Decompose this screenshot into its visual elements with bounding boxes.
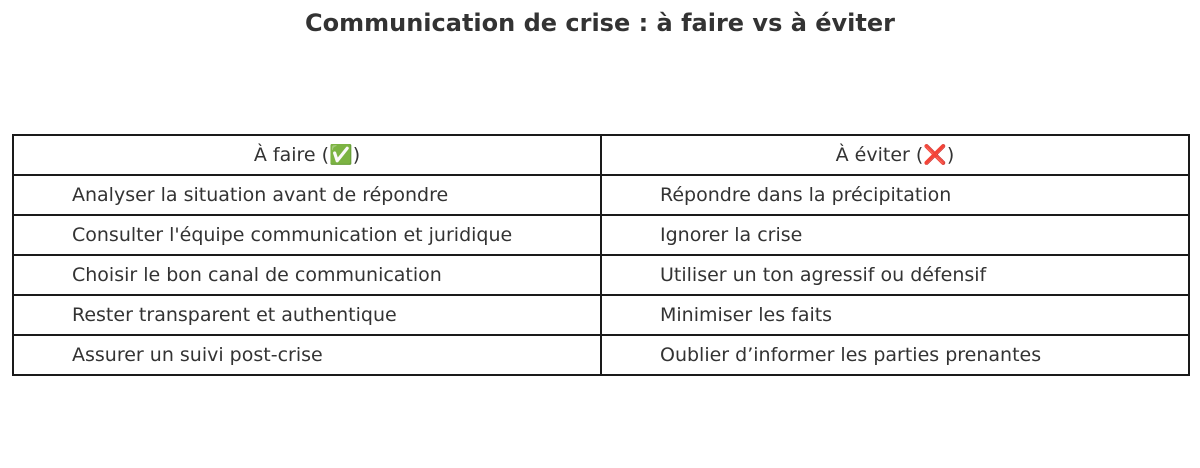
column-header-do: À faire (✅) [13,135,601,175]
table-cell-avoid: Oublier d’informer les parties prenantes [601,335,1189,375]
comparison-table [12,134,1190,376]
column-header-avoid: À éviter (❌) [601,135,1189,175]
header-row [13,135,1189,175]
table-row [13,255,1189,295]
table-header [13,135,1189,175]
table-row [13,215,1189,255]
table-cell-avoid: Utiliser un ton agressif ou défensif [601,255,1189,295]
table-row [13,335,1189,375]
table-cell-do: Rester transparent et authentique [13,295,601,335]
table-cell-do: Assurer un suivi post-crise [13,335,601,375]
table-cell-avoid: Ignorer la crise [601,215,1189,255]
table-cell-avoid: Minimiser les faits [601,295,1189,335]
table-row [13,295,1189,335]
table-cell-do: Choisir le bon canal de communication [13,255,601,295]
table-row [13,175,1189,215]
table-body [13,175,1189,375]
chart-title: Communication de crise : à faire vs à éviter [305,9,895,37]
table-cell-do: Analyser la situation avant de répondre [13,175,601,215]
table-cell-do: Consulter l'équipe communication et juridique [13,215,601,255]
table-cell-avoid: Répondre dans la précipitation [601,175,1189,215]
comparison-table-container [12,134,1188,376]
